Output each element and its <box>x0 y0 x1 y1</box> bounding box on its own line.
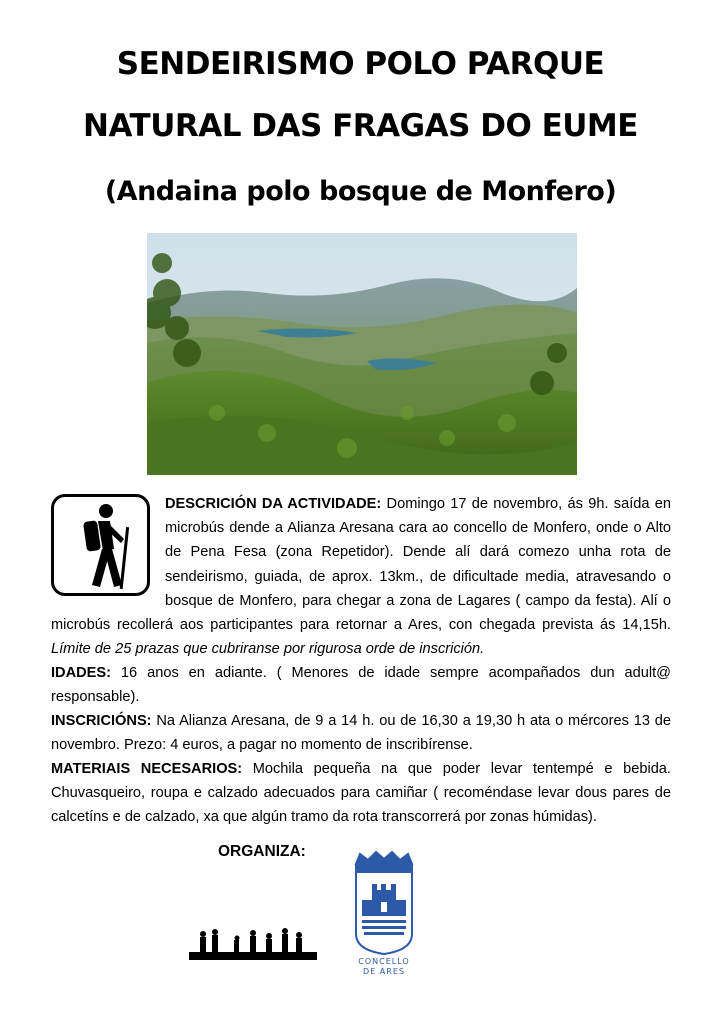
ages-text: 16 anos en adiante. ( Menores de idade sempre acompañados dun adult@ responsable). <box>51 665 671 706</box>
materials-paragraph <box>51 757 671 830</box>
materials-label: MATERIAIS NECESARIOS: <box>51 761 243 777</box>
description-limit: Límite de 25 prazas que cubriranse por rigurosa orde de inscrición. <box>51 641 485 658</box>
title-line-2: NATURAL DAS FRAGAS DO EUME <box>83 108 638 144</box>
concello-de-ares-crest <box>350 850 418 978</box>
registration-text: Na Alianza Aresana, de 9 a 14 h. ou de 16,30 a 19,30 h ata o mércores 13 de novembro. Prezo: 4 euros, a pagar no momento de inscribírense. <box>51 713 671 754</box>
forest-valley-photo <box>147 233 577 475</box>
title-line-1: SENDEIRISMO POLO PARQUE <box>116 46 605 82</box>
crest-line-2: DE ARES <box>363 967 405 976</box>
crest-line-1: CONCELLO <box>358 957 410 966</box>
organizer-label: ORGANIZA: <box>218 843 306 860</box>
ages-label: IDADES: <box>51 665 111 681</box>
registration-label: INSCRICIÓNS: <box>51 713 152 729</box>
description-text: Domingo 17 de novembro, ás 9h. saída en microbús dende a Alianza Aresana cara ao concello de Monfero, onde o Alto de Pena Fesa (zona Repetidor). Dende alí dará comezo unha rota de sendeirismo, guiada, de aprox. 13km., de dificultade media, atravesando o bosque de Monfero, para chegar a zona de Lagares ( campo da festa). Alí o microbús recollerá aos participantes para retornar a Ares, con chegada prevista ás 14,15h. <box>51 496 672 634</box>
ages-paragraph <box>51 661 671 709</box>
description-label: DESCRICIÓN DA ACTIVIDADE: <box>165 496 382 512</box>
materials-text: Mochila pequeña na que poder levar tentempé e bebida. Chuvasqueiro, roupa e calzado adecuados para camiñar ( recoméndase levar dous pares de calcetíns e de calzado, xa que algún tramo da rota transcorrerá por zonas húmidas). <box>51 761 671 826</box>
activity-description <box>51 492 671 661</box>
subtitle: (Andaina polo bosque de Monfero) <box>104 176 617 207</box>
hikers-silhouette-logo <box>189 924 317 960</box>
registration-paragraph <box>51 709 671 757</box>
